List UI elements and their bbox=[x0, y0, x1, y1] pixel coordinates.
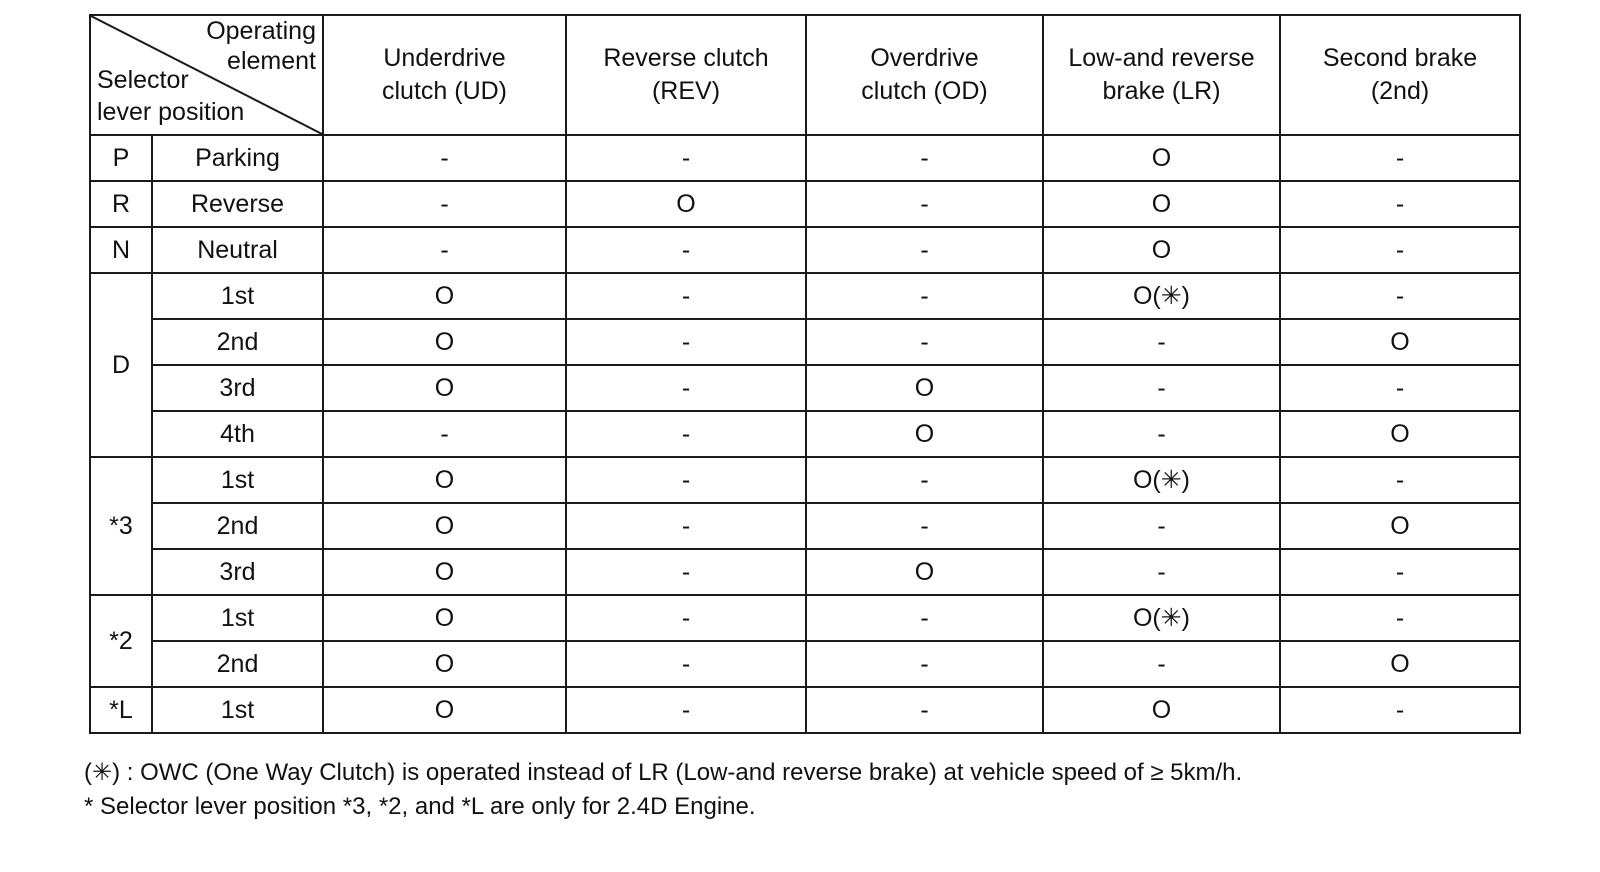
table-cell: - bbox=[1280, 457, 1520, 503]
corner-bottom-line2: lever position bbox=[97, 98, 245, 126]
table-cell: - bbox=[566, 595, 806, 641]
range-label-cell: 2nd bbox=[152, 503, 323, 549]
selector-position-cell: N bbox=[90, 227, 152, 273]
table-cell: - bbox=[323, 135, 566, 181]
table-cell: - bbox=[1043, 641, 1280, 687]
table-row bbox=[90, 549, 1520, 595]
column-header-line1: Reverse clutch bbox=[603, 44, 769, 72]
table-cell: - bbox=[1280, 135, 1520, 181]
column-header-line1: Low-and reverse bbox=[1068, 44, 1255, 72]
range-label-cell: 1st bbox=[152, 273, 323, 319]
table-cell: - bbox=[1043, 319, 1280, 365]
table-cell: O bbox=[323, 503, 566, 549]
corner-bottom-line1: Selector bbox=[97, 66, 189, 94]
column-header-2nd bbox=[1280, 15, 1520, 135]
column-header-od bbox=[806, 15, 1043, 135]
table-cell: O(✳) bbox=[1043, 457, 1280, 503]
column-header-line2: (2nd) bbox=[1370, 77, 1430, 105]
table-cell: O bbox=[323, 457, 566, 503]
table-cell: - bbox=[566, 687, 806, 733]
table-cell: - bbox=[566, 365, 806, 411]
table-cell: - bbox=[323, 227, 566, 273]
table-cell: O bbox=[806, 549, 1043, 595]
corner-top-line1: Operating bbox=[206, 17, 316, 45]
table-row bbox=[90, 135, 1520, 181]
table-cell: O bbox=[323, 687, 566, 733]
column-header-line1: Second brake bbox=[1322, 44, 1478, 72]
table-cell: - bbox=[806, 181, 1043, 227]
table-cell: O bbox=[323, 595, 566, 641]
table-cell: - bbox=[806, 227, 1043, 273]
selector-position-cell: R bbox=[90, 181, 152, 227]
table-cell: - bbox=[1043, 503, 1280, 549]
table-cell: O bbox=[323, 319, 566, 365]
table-row bbox=[90, 411, 1520, 457]
table-cell: - bbox=[1280, 549, 1520, 595]
table-cell: O bbox=[1280, 411, 1520, 457]
table-cell: - bbox=[1043, 411, 1280, 457]
range-label-cell: 2nd bbox=[152, 641, 323, 687]
table-cell: - bbox=[1280, 595, 1520, 641]
table-cell: - bbox=[806, 687, 1043, 733]
selector-position-cell: D bbox=[90, 273, 152, 457]
table-row bbox=[90, 319, 1520, 365]
column-header-lr bbox=[1043, 15, 1280, 135]
table-row bbox=[90, 503, 1520, 549]
range-label-cell: 4th bbox=[152, 411, 323, 457]
table-cell: - bbox=[1043, 549, 1280, 595]
column-header-line1: Underdrive bbox=[383, 44, 506, 72]
column-header-line2: (REV) bbox=[651, 77, 721, 105]
table-cell: - bbox=[806, 273, 1043, 319]
table-cell: O bbox=[1280, 641, 1520, 687]
table-cell: - bbox=[1280, 227, 1520, 273]
table-cell: - bbox=[566, 641, 806, 687]
table-cell: - bbox=[1280, 365, 1520, 411]
table-cell: - bbox=[1280, 181, 1520, 227]
column-header-ud bbox=[323, 15, 566, 135]
column-header-line2: clutch (UD) bbox=[381, 77, 507, 105]
table-cell: O bbox=[323, 365, 566, 411]
table-cell: - bbox=[566, 503, 806, 549]
table-row bbox=[90, 595, 1520, 641]
table-cell: - bbox=[566, 549, 806, 595]
table-cell: - bbox=[566, 227, 806, 273]
table-row bbox=[90, 641, 1520, 687]
range-label-cell: 1st bbox=[152, 457, 323, 503]
column-header-rev bbox=[566, 15, 806, 135]
column-header-line1: Overdrive bbox=[870, 44, 979, 72]
table-cell: - bbox=[806, 503, 1043, 549]
range-label-cell: 2nd bbox=[152, 319, 323, 365]
footnote-owc: (✳) : OWC (One Way Clutch) is operated instead of LR (Low-and reverse brake) at vehicle speed of ≥ 5km/h. bbox=[84, 759, 1243, 786]
table-cell: O bbox=[1043, 181, 1280, 227]
table-cell: - bbox=[806, 319, 1043, 365]
range-label-cell: 1st bbox=[152, 687, 323, 733]
table-row bbox=[90, 273, 1520, 319]
selector-lever-position-label bbox=[97, 64, 244, 128]
selector-position-cell: P bbox=[90, 135, 152, 181]
table-cell: - bbox=[806, 641, 1043, 687]
table-cell: - bbox=[1280, 687, 1520, 733]
table-cell: - bbox=[323, 181, 566, 227]
table-cell: O bbox=[806, 365, 1043, 411]
table-cell: O bbox=[1280, 503, 1520, 549]
range-label-cell: 1st bbox=[152, 595, 323, 641]
table-row bbox=[90, 181, 1520, 227]
table-row bbox=[90, 687, 1520, 733]
table-cell: - bbox=[806, 135, 1043, 181]
table-cell: O bbox=[323, 549, 566, 595]
range-label-cell: 3rd bbox=[152, 365, 323, 411]
table-cell: O(✳) bbox=[1043, 595, 1280, 641]
table-cell: - bbox=[566, 457, 806, 503]
table-cell: O bbox=[1280, 319, 1520, 365]
table-cell: - bbox=[806, 457, 1043, 503]
table-cell: O(✳) bbox=[1043, 273, 1280, 319]
range-label-cell: Parking bbox=[152, 135, 323, 181]
corner-top-line2: element bbox=[227, 47, 316, 75]
table-cell: O bbox=[1043, 687, 1280, 733]
range-label-cell: Neutral bbox=[152, 227, 323, 273]
range-label-cell: 3rd bbox=[152, 549, 323, 595]
table-cell: O bbox=[566, 181, 806, 227]
footnote-engine: * Selector lever position *3, *2, and *L are only for 2.4D Engine. bbox=[84, 793, 756, 820]
table-cell: - bbox=[566, 319, 806, 365]
table-cell: - bbox=[323, 411, 566, 457]
table-cell: - bbox=[566, 411, 806, 457]
table-cell: O bbox=[1043, 135, 1280, 181]
column-header-line2: clutch (OD) bbox=[861, 77, 988, 105]
table-cell: - bbox=[566, 135, 806, 181]
table-cell: O bbox=[323, 641, 566, 687]
table-cell: - bbox=[566, 273, 806, 319]
selector-position-cell: *3 bbox=[90, 457, 152, 595]
table-cell: - bbox=[806, 595, 1043, 641]
header-row bbox=[90, 15, 1520, 135]
table-cell: O bbox=[323, 273, 566, 319]
operating-element-table bbox=[89, 14, 1521, 734]
table-row bbox=[90, 365, 1520, 411]
table-row bbox=[90, 457, 1520, 503]
table-cell: O bbox=[1043, 227, 1280, 273]
selector-position-cell: *L bbox=[90, 687, 152, 733]
footnotes bbox=[84, 756, 1242, 824]
table-row bbox=[90, 227, 1520, 273]
range-label-cell: Reverse bbox=[152, 181, 323, 227]
selector-position-cell: *2 bbox=[90, 595, 152, 687]
column-header-line2: brake (LR) bbox=[1102, 77, 1221, 105]
corner-header-cell bbox=[90, 15, 323, 135]
table-cell: - bbox=[1280, 273, 1520, 319]
table-cell: - bbox=[1043, 365, 1280, 411]
table-cell: O bbox=[806, 411, 1043, 457]
